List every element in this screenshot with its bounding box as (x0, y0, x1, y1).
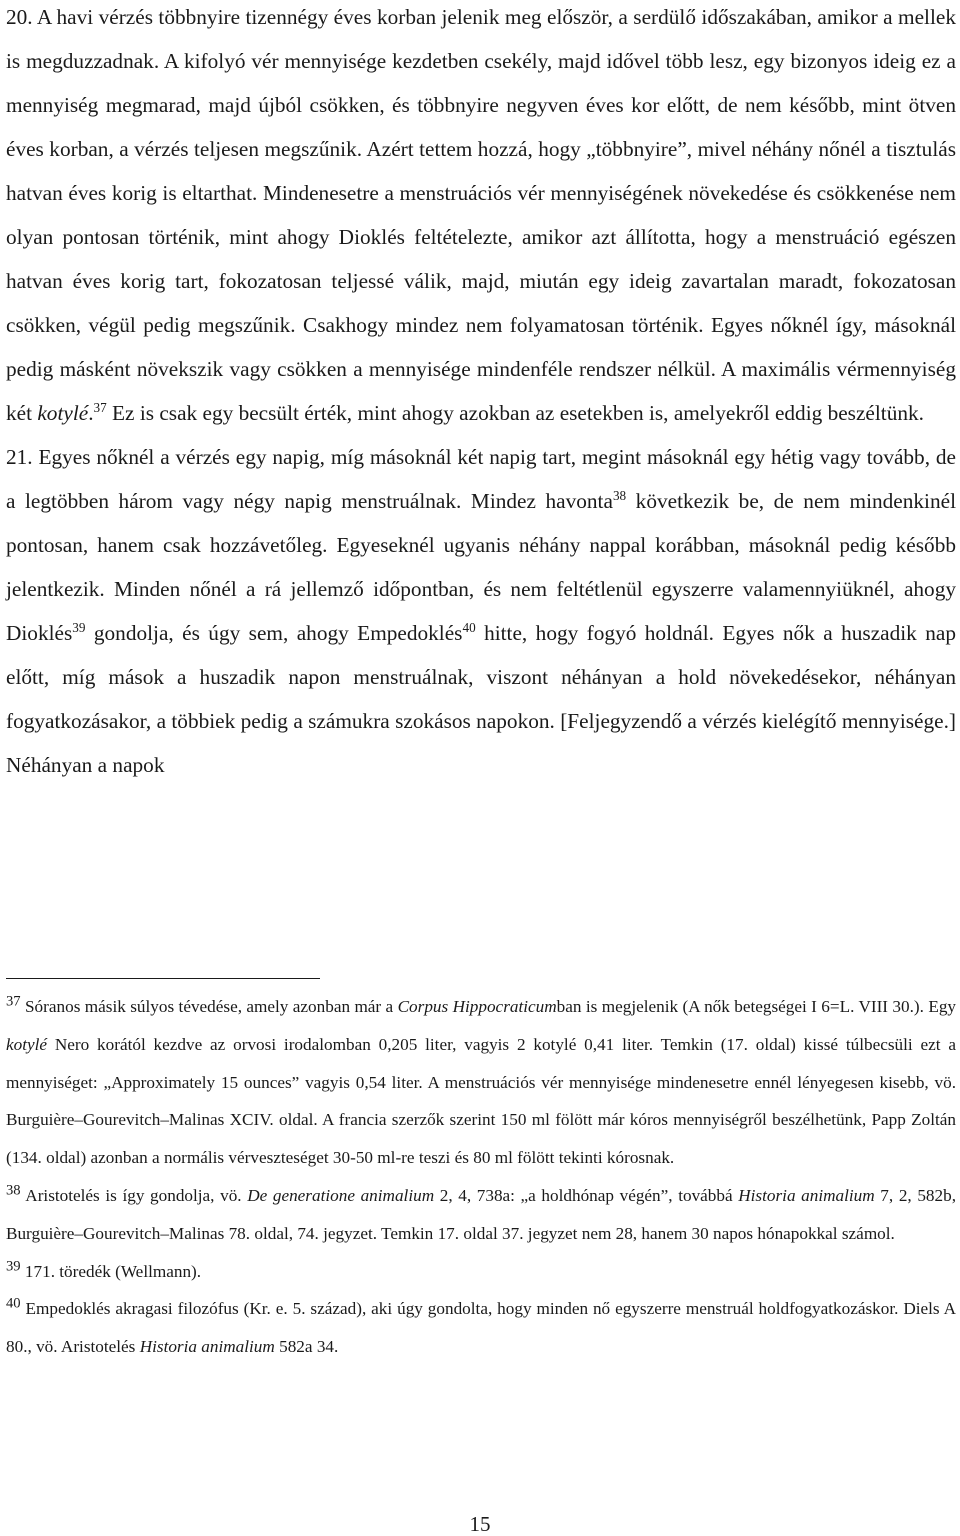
footnote-text: 582a 34. (274, 1337, 339, 1357)
footnote-ref-40: 40 (462, 620, 476, 636)
main-text (6, 0, 956, 787)
footnote-38 (6, 1177, 956, 1253)
paragraph-20-text-end: Ez is csak egy becsült érték, mint ahogy azokban az esetekben is, amelyekről eddig beszéltünk. (106, 401, 924, 425)
paragraph-21-text-4: hitte, hogy fogyó holdnál. Egyes nők a huszadik nap előtt, míg mások a huszadik napon menstruálnak, viszont néhányan a hold növekedésekor, néhányan fogyatkozásakor, a többiek pedig a számukra szokásos napokon. [Feljegyzendő a vérzés kielégítő mennyisége.] Néhányan a napok (6, 621, 956, 777)
footnote-text: 171. töredék (Wellmann). (20, 1261, 202, 1281)
footnote-text: Nero korától kezdve az orvosi irodalomban 0,205 liter, vagyis 2 kotylé 0,41 liter. Temkin (17. oldal) kissé túlbecsüli ezt a mennyiséget: „Approximately 15 ounces” vagyis 0,54 liter. A menstruációs vér mennyisége mindenesetre ennél lényegesen kisebb, vö. Burguière–Gourevitch–Malinas XCIV. oldal. A francia szerzők szerint 150 ml fölött már kóros mennyiségről beszélhetünk, Papp Zoltán (134. oldal) azonban a normális vérveszteséget 30-50 ml-re teszi és 80 ml fölött tekinti kórosnak. (6, 1034, 956, 1168)
footnote-text: 7, 2, 582b, Burguière–Gourevitch–Malinas 78. oldal, 74. jegyzet. Temkin 17. oldal 37. jegyzet nem 28, hanem 30 napos hónapokkal számol. (6, 1185, 957, 1243)
footnote-text: ban is megjelenik (A nők betegségei I 6=L. VIII 30.). Egy (556, 997, 957, 1016)
paragraph-21-text: 21. Egyes nőknél a vérzés egy napig, míg másoknál két napig tart, megint másoknál egy hétig vagy tovább, de a legtöbben három vagy négy napig menstruálnak. Mindez havonta (6, 445, 956, 513)
footnote-number: 37 (6, 993, 21, 1010)
footnotes (6, 988, 956, 1366)
paragraph-21-text-3: gondolja, és úgy sem, ahogy Empedoklés (85, 621, 463, 645)
paragraph-20-text: 20. A havi vérzés többnyire tizennégy éves korban jelenik meg először, a serdülő időszakában, amikor a mellek is megduzzadnak. A kifolyó vér mennyisége kezdetben csekély, majd idővel több lesz, egy bizonyos ideig ez a mennyiség megmarad, majd újból csökken, és többnyire negyven éves kor előtt, de nem később, mint ötven éves korban, a vérzés teljesen megszűnik. Azért tettem hozzá, hogy „többnyire”, mivel néhány nőnél a tisztulás hatvan éves korig is eltarthat. Mindenesetre a menstruációs vér mennyiségének növekedése és csökkenése nem olyan pontosan történik, mint ahogy Dioklés feltételezte, amikor azt állította, hogy a menstruáció egészen hatvan éves korig tart, fokozatosan teljessé válik, majd, miután egy ideig zavartalan maradt, fokozatosan csökken, végül pedig megszűnik. Csakhogy mindez nem folyamatosan történik. Egyes nőknél így, másoknál pedig másként növekszik vagy csökken a mennyisége mindenféle rendszer nélkül. A maximális vérmennyiség két (6, 5, 956, 425)
footnote-text: Sóranos másik súlyos tévedése, amely azonban már a (20, 997, 398, 1016)
footnote-number: 38 (6, 1182, 21, 1199)
document-page (6, 0, 956, 787)
paragraph-20-italic-term: kotylé (37, 401, 89, 425)
footnote-number: 39 (6, 1258, 21, 1274)
footnote-text: 2, 4, 738a: „a holdhónap végén”, továbbá (434, 1185, 739, 1205)
page-number: 15 (469, 1512, 491, 1536)
footnote-italic: Historia animalium (139, 1337, 275, 1357)
footnote-text: Aristotelés is így gondolja, vö. (20, 1185, 248, 1205)
footnote-ref-38: 38 (612, 488, 627, 504)
footnote-italic: Historia animalium (738, 1185, 875, 1205)
footnote-italic: Corpus Hippocraticum (397, 997, 557, 1016)
footnote-separator (6, 978, 320, 979)
footnote-italic: kotylé (6, 1034, 48, 1054)
paragraph-21 (6, 435, 956, 787)
footnote-39 (6, 1253, 956, 1291)
paragraph-20 (6, 0, 956, 435)
footnote-40 (6, 1290, 956, 1366)
paragraph-21-text-2: következik be, de nem mindenkinél pontosan, hanem csak hozzávetőleg. Egyeseknél ugyanis néhány nappal korábban, másoknál pedig később jelentkezik. Minden nőnél a rá jellemző időpontban, és nem feltétlenül egyszerre valamennyiüknél, ahogy Dioklés (6, 489, 956, 645)
footnote-italic: De generatione animalium (247, 1185, 435, 1205)
footnote-text: Empedoklés akragasi filozófus (Kr. e. 5. század), aki úgy gondolta, hogy minden nő egyszerre menstruál holdfogyatkozáskor. Diels A 80., vö. Aristotelés (6, 1299, 956, 1357)
footnote-number: 40 (6, 1295, 21, 1312)
footnote-ref-39: 39 (72, 620, 86, 636)
paragraph-20-period: . (88, 401, 94, 425)
footnote-ref-37: 37 (93, 400, 107, 416)
footnote-37 (6, 988, 956, 1177)
